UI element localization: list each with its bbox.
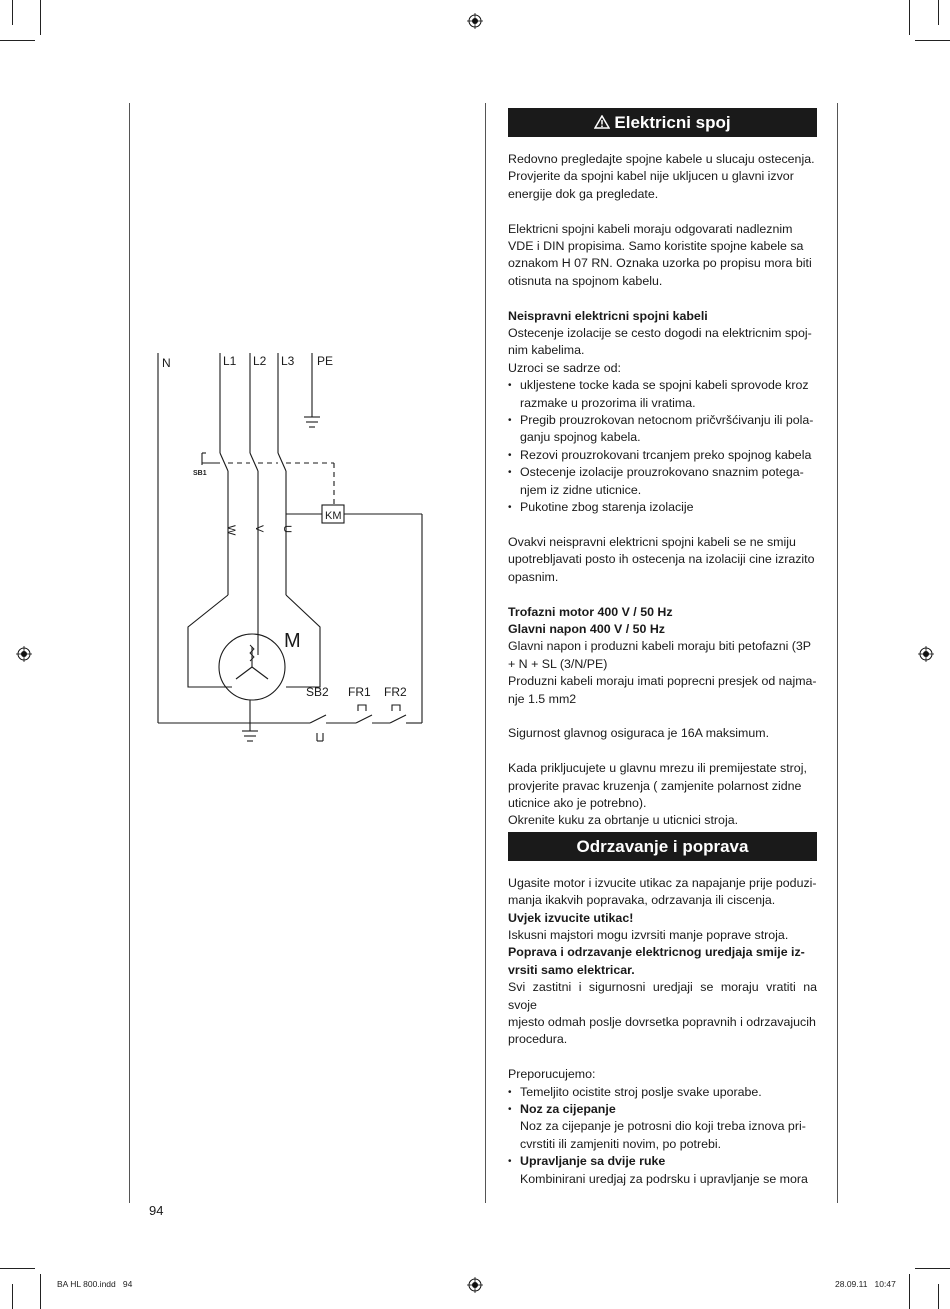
- crop-mark: [909, 0, 910, 35]
- list-item: • ukljestene tocke kada se spojni kabeli sprovode kroz razmake u prozorima ili vratima.: [508, 377, 817, 412]
- file-slug: BA HL 800.indd 94: [57, 1279, 133, 1289]
- label-n: N: [162, 356, 171, 370]
- paragraph: Ugasite motor i izvucite utikac za napajanje prije poduzi- manja ikakvih popravaka, odrzavanja ili ciscenja.: [508, 875, 817, 908]
- paragraph: Preporucujemo:: [508, 1067, 596, 1082]
- list-item: • Rezovi prouzrokovani trcanjem preko spojnog kabela: [508, 447, 817, 464]
- paragraph: Glavni napon i produzni kabeli moraju biti petofazni (3P + N + SL (3/N/PE) Produzni kabeli moraju imati poprecni presjek od najma- nje 1.5 mm2: [508, 639, 817, 706]
- list-item: • Noz za cijepanje Noz za cijepanje je potrosni dio koji treba iznova pri- cvrstiti ili zamjeniti novim, po potrebi.: [508, 1101, 817, 1153]
- label-fr2: FR2: [384, 685, 407, 699]
- label-w: W: [225, 525, 237, 536]
- paragraph: Elektricni spojni kabeli moraju odgovarati nadleznim VDE i DIN propisima. Samo koristite spojne kabele sa oznakom H 07 RN. Oznaka uzorka po propisu mora biti otisnuta na spojnom kabelu.: [508, 221, 812, 288]
- crop-mark: [12, 0, 13, 25]
- subheading: Neispravni elektricni spojni kabeli: [508, 308, 708, 323]
- crop-mark: [40, 0, 41, 35]
- date-slug: 28.09.11 10:47: [835, 1279, 896, 1289]
- label-fr1: FR1: [348, 685, 371, 699]
- registration-mark-icon: [467, 1277, 483, 1293]
- label-l2: L2: [253, 354, 267, 368]
- registration-mark-icon: [918, 646, 934, 662]
- paragraph: Sigurnost glavnog osiguraca je 16A maksimum.: [508, 726, 770, 741]
- section-heading-electrical: [508, 108, 817, 137]
- paragraph: Iskusni majstori mogu izvrsiti manje poprave stroja.: [508, 927, 789, 942]
- paragraph: Redovno pregledajte spojne kabele u slucaju ostecenja. Provjerite da spojni kabel nije ukljucen u glavni izvor energije dok ga pregledate.: [508, 152, 815, 201]
- crop-mark: [909, 1274, 910, 1309]
- crop-mark: [938, 0, 939, 25]
- wiring-diagram: [140, 345, 440, 745]
- column-rule-middle: [485, 103, 486, 1203]
- column-rule-right: [837, 103, 838, 1203]
- label-v: V: [253, 525, 265, 533]
- mains-title: Glavni napon 400 V / 50 Hz: [508, 621, 666, 636]
- label-km: KM: [325, 510, 342, 522]
- paragraph: Kada prikljucujete u glavnu mrezu ili premijestate stroj, provjerite pravac kruzenja ( zamjenite polarnost zidne uticnice ako je potrebno). Okrenite kuku za obrtanje u uticnici stroja.: [508, 761, 807, 828]
- label-pe: PE: [317, 354, 334, 368]
- label-l1: L1: [223, 354, 237, 368]
- warning-triangle-icon: [594, 115, 610, 129]
- crop-mark: [0, 40, 35, 41]
- paragraph: Svi zastitni i sigurnosni uredjaji se moraju vratiti na svoje mjesto odmah poslje dovrsetka popravnih i odrzavajucih procedura.: [508, 980, 817, 1047]
- label-l3: L3: [281, 354, 295, 368]
- label-sb2: SB2: [306, 685, 329, 699]
- list-item: • Pregib prouzrokovan netocnom pričvršćivanju ili pola- ganju spojnog kabela.: [508, 412, 817, 447]
- crop-mark: [915, 1268, 950, 1269]
- crop-mark: [12, 1284, 13, 1309]
- label-sb1: SB1: [193, 470, 207, 477]
- crop-mark: [938, 1284, 939, 1309]
- crop-mark: [915, 40, 950, 41]
- list-item: • Ostecenje izolacije prouzrokovano snaznim potega- njem iz zidne uticnice.: [508, 464, 817, 499]
- warning-text: Uvjek izvucite utikac!: [508, 910, 634, 925]
- column-rule-left: [129, 103, 130, 1203]
- list-item: • Upravljanje sa dvije ruke Kombinirani uredjaj za podrsku i upravljanje se mora: [508, 1153, 817, 1188]
- section-heading-maintenance: Odrzavanje i poprava: [508, 832, 817, 861]
- crop-mark: [40, 1274, 41, 1309]
- label-m: M: [284, 630, 301, 652]
- warning-text: Poprava i odrzavanje elektricnog uredjaja smije iz- vrsiti samo elektricar.: [508, 945, 805, 977]
- text-column: [508, 108, 817, 1188]
- heading-text: Elektricni spoj: [614, 113, 731, 132]
- registration-mark-icon: [467, 13, 483, 29]
- paragraph: Ostecenje izolacije se cesto dogodi na elektricnim spoj- nim kabelima. Uzroci se sadrze od:: [508, 326, 812, 375]
- page-number: 94: [149, 1203, 164, 1218]
- registration-mark-icon: [16, 646, 32, 662]
- list-item: • Temeljito ocistite stroj poslje svake uporabe.: [508, 1084, 817, 1101]
- motor-title: Trofazni motor 400 V / 50 Hz: [508, 604, 673, 619]
- crop-mark: [0, 1268, 35, 1269]
- paragraph: Ovakvi neispravni elektricni spojni kabeli se ne smiju upotrebljavati posto ih ostecenja na izolaciji cine izrazito opasnim.: [508, 534, 815, 584]
- list-item: • Pukotine zbog starenja izolacije: [508, 499, 817, 516]
- label-u: U: [281, 525, 293, 533]
